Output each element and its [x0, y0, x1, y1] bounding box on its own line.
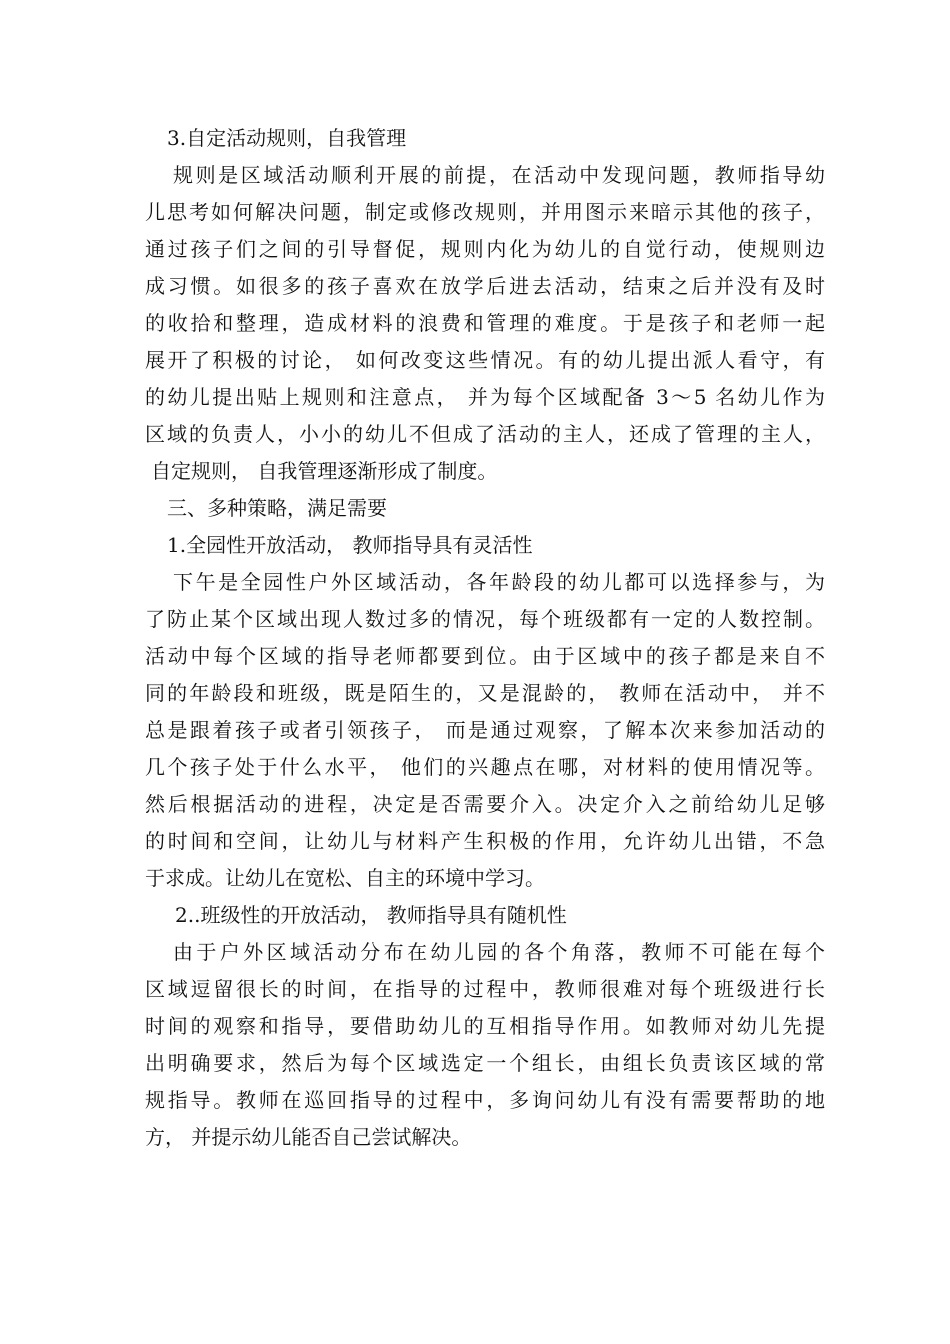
paragraph-line: 规则是区域活动顺利开展的前提，在活动中发现问题，教师指导幼 — [173, 163, 825, 187]
paragraph-line: 区域的负责人，小小的幼儿不但成了活动的主人，还成了管理的主人， — [145, 422, 825, 446]
paragraph-line: 总是跟着孩子或者引领孩子， 而是通过观察，了解本次来参加活动的 — [145, 718, 825, 742]
section-heading: 1.全园性开放活动， 教师指导具有灵活性 — [167, 533, 533, 557]
paragraph-line: 的收拾和整理，造成材料的浪费和管理的难度。于是孩子和老师一起 — [145, 311, 825, 335]
section-heading: 3.自定活动规则，自我管理 — [167, 126, 407, 150]
paragraph-line: 自定规则， 自我管理逐渐形成了制度。 — [151, 459, 498, 483]
paragraph-line: 儿思考如何解决问题，制定或修改规则，并用图示来暗示其他的孩子， — [145, 200, 825, 224]
paragraph-line: 于求成。让幼儿在宽松、自主的环境中学习。 — [145, 866, 545, 890]
paragraph-line: 了防止某个区域出现人数过多的情况，每个班级都有一定的人数控制。 — [145, 607, 825, 631]
paragraph-line: 活动中每个区域的指导老师都要到位。由于区域中的孩子都是来自不 — [145, 644, 825, 668]
paragraph-line: 规指导。教师在巡回指导的过程中，多询问幼儿有没有需要帮助的地 — [145, 1088, 825, 1112]
paragraph-line: 通过孩子们之间的引导督促，规则内化为幼儿的自觉行动，使规则边 — [145, 237, 825, 261]
section-heading: 三、多种策略，满足需要 — [167, 496, 387, 520]
section-heading: 2..班级性的开放活动， 教师指导具有随机性 — [175, 903, 567, 927]
paragraph-line: 的时间和空间，让幼儿与材料产生积极的作用，允许幼儿出错，不急 — [145, 829, 825, 853]
paragraph-line: 由于户外区域活动分布在幼儿园的各个角落，教师不可能在每个 — [173, 940, 825, 964]
paragraph-line: 展开了积极的讨论， 如何改变这些情况。有的幼儿提出派人看守，有 — [145, 348, 825, 372]
paragraph-line: 然后根据活动的进程，决定是否需要介入。决定介入之前给幼儿足够 — [145, 792, 825, 816]
paragraph-line: 方， 并提示幼儿能否自己尝试解决。 — [145, 1125, 472, 1149]
paragraph-line: 几个孩子处于什么水平， 他们的兴趣点在哪，对材料的使用情况等。 — [145, 755, 825, 779]
document-body — [145, 120, 825, 1156]
paragraph-line: 的幼儿提出贴上规则和注意点， 并为每个区域配备 3～5 名幼儿作为 — [145, 385, 825, 409]
paragraph-line: 出明确要求，然后为每个区域选定一个组长，由组长负责该区域的常 — [145, 1051, 825, 1075]
paragraph-line: 同的年龄段和班级，既是陌生的，又是混龄的， 教师在活动中， 并不 — [145, 681, 825, 705]
paragraph-line: 区域逗留很长的时间，在指导的过程中，教师很难对每个班级进行长 — [145, 977, 825, 1001]
paragraph-line: 时间的观察和指导，要借助幼儿的互相指导作用。如教师对幼儿先提 — [145, 1014, 825, 1038]
paragraph-line: 下午是全园性户外区域活动，各年龄段的幼儿都可以选择参与，为 — [173, 570, 825, 594]
paragraph-line: 成习惯。如很多的孩子喜欢在放学后进去活动，结束之后并没有及时 — [145, 274, 825, 298]
